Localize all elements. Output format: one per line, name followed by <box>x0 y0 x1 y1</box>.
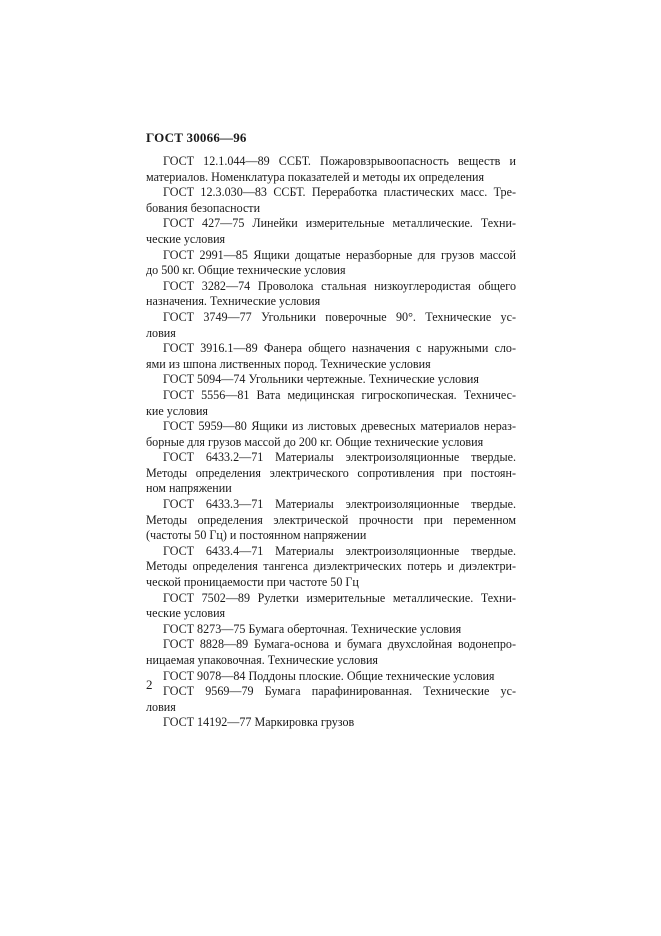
reference-line: ГОСТ 6433.4—71 Материалы электроизоляционные твердые. <box>163 543 516 558</box>
reference-entry <box>146 450 516 497</box>
reference-entry <box>146 388 516 419</box>
reference-line: ницаемая упаковочная. Технические условия <box>146 653 378 667</box>
reference-entry <box>146 715 516 731</box>
reference-line: ГОСТ 14192—77 Маркировка грузов <box>163 715 355 730</box>
reference-entry <box>146 185 516 216</box>
reference-entry <box>146 372 516 388</box>
reference-entry <box>146 310 516 341</box>
reference-entry <box>146 637 516 668</box>
reference-line: ГОСТ 427—75 Линейки измерительные металлические. Техни- <box>163 216 516 231</box>
reference-entry <box>146 591 516 622</box>
reference-line: ГОСТ 12.3.030—83 ССБТ. Переработка пластических масс. Тре- <box>163 185 516 200</box>
reference-line: ГОСТ 9078—84 Поддоны плоские. Общие технические условия <box>163 668 495 683</box>
reference-list <box>146 154 516 731</box>
reference-entry <box>146 419 516 450</box>
reference-line: Методы определения тангенса диэлектрических потерь и диэлектри- <box>146 559 516 574</box>
reference-line: Методы определения электрического сопротивления при постоян- <box>146 465 516 480</box>
reference-line: ГОСТ 7502—89 Рулетки измерительные металлические. Техни- <box>163 590 516 605</box>
reference-line: материалов. Номенклатура показателей и методы их определения <box>146 169 485 184</box>
reference-line: (частоты 50 Гц) и постоянном напряжении <box>146 528 367 543</box>
reference-line: ловия <box>146 325 176 340</box>
reference-line: ческие условия <box>146 606 226 621</box>
reference-line: до 500 кг. Общие технические условия <box>146 263 346 278</box>
reference-line: назначения. Технические условия <box>146 294 321 309</box>
reference-entry <box>146 497 516 544</box>
reference-entry <box>146 622 516 638</box>
reference-line: ГОСТ 8828—89 Бумага-основа и бумага двухслойная водонепро- <box>163 637 516 652</box>
reference-line: ГОСТ 6433.2—71 Материалы электроизоляционные твердые. <box>163 450 516 465</box>
reference-entry <box>146 248 516 279</box>
reference-line: ГОСТ 5959—80 Ящики из листовых древесных материалов нераз- <box>163 419 516 434</box>
reference-entry <box>146 684 516 715</box>
reference-line: борные для грузов массой до 200 кг. Общие технические условия <box>146 434 484 449</box>
reference-line: ГОСТ 5556—81 Вата медицинская гигроскопическая. Техничес- <box>163 387 516 402</box>
reference-line: ГОСТ 6433.3—71 Материалы электроизоляционные твердые. <box>163 497 516 512</box>
reference-entry <box>146 279 516 310</box>
reference-line: Методы определения электрической прочности при переменном <box>146 512 516 527</box>
reference-line: ГОСТ 12.1.044—89 ССБТ. Пожаровзрывоопасность веществ и <box>163 154 516 168</box>
reference-line: ловия <box>146 699 176 714</box>
reference-line: ГОСТ 3749—77 Угольники поверочные 90°. Технические ус- <box>163 309 516 324</box>
reference-entry <box>146 154 516 185</box>
reference-line: ческой проницаемости при частоте 50 Гц <box>146 575 359 590</box>
page-number: 2 <box>146 677 153 692</box>
reference-line: ГОСТ 9569—79 Бумага парафинированная. Технические ус- <box>163 684 516 699</box>
reference-entry <box>146 341 516 372</box>
reference-line: ГОСТ 3282—74 Проволока стальная низкоуглеродистая общего <box>163 278 516 293</box>
reference-entry <box>146 544 516 591</box>
page-header: ГОСТ 30066—96 <box>146 130 247 145</box>
reference-line: ном напряжении <box>146 481 232 496</box>
reference-entry <box>146 669 516 685</box>
reference-line: ями из шпона лиственных пород. Технические условия <box>146 356 431 371</box>
reference-line: кие условия <box>146 403 208 418</box>
reference-entry <box>146 216 516 247</box>
reference-line: ГОСТ 2991—85 Ящики дощатые неразборные для грузов массой <box>163 247 516 262</box>
reference-line: ческие условия <box>146 231 226 246</box>
reference-line: бования безопасности <box>146 200 261 215</box>
reference-line: ГОСТ 8273—75 Бумага оберточная. Технические условия <box>163 621 462 636</box>
reference-line: ГОСТ 5094—74 Угольники чертежные. Технические условия <box>163 372 479 387</box>
reference-line: ГОСТ 3916.1—89 Фанера общего назначения с наружными сло- <box>163 341 516 356</box>
